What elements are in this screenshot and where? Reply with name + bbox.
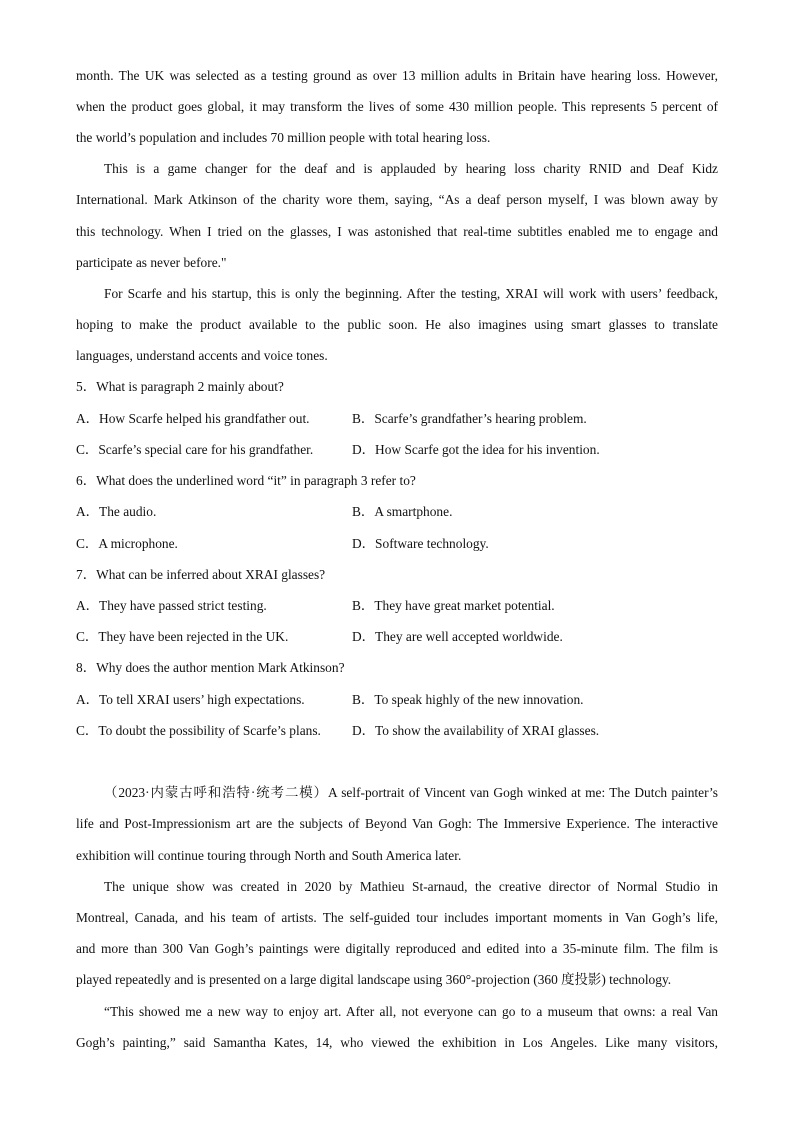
- passage1-para3-line3: languages, understand accents and voice tones.: [76, 348, 328, 363]
- question-6-option-b: B．A smartphone.: [352, 504, 453, 519]
- question-6-option-c: C．A microphone.: [76, 536, 178, 551]
- passage2-para2-line3: and more than 300 Van Gogh’s paintings were digitally reproduced and edited into a 35-minute film. The film is: [76, 941, 718, 956]
- question-8-option-b: B．To speak highly of the new innovation.: [352, 692, 584, 707]
- question-8-stem: 8．Why does the author mention Mark Atkinson?: [76, 660, 345, 675]
- passage2-para1-line1: （2023·内蒙古呼和浩特·统考二模）A self-portrait of Vincent van Gogh winked at me: The Dutch painter’s: [104, 785, 718, 800]
- passage1-para1-line3: the world’s population and includes 70 million people with total hearing loss.: [76, 130, 491, 145]
- passage2-para3-line2: Gogh’s painting,” said Samantha Kates, 14, who viewed the exhibition in Los Angeles. Like many visitors,: [76, 1035, 718, 1050]
- passage1-para1-line2: when the product goes global, it may transform the lives of some 430 million people. This represents 5 percent of: [76, 99, 718, 114]
- passage1-para2-line2: International. Mark Atkinson of the charity wore them, saying, “As a deaf person myself, I was blown away by: [76, 192, 718, 207]
- passage1-para3-line2: hoping to make the product available to the public soon. He also imagines using smart glasses to translate: [76, 317, 718, 332]
- question-7-option-a: A．They have passed strict testing.: [76, 598, 267, 613]
- question-5-option-b: B．Scarfe’s grandfather’s hearing problem.: [352, 411, 587, 426]
- question-7-option-d: D．They are well accepted worldwide.: [352, 629, 563, 644]
- question-6-option-a: A．The audio.: [76, 504, 157, 519]
- question-8-option-d: D．To show the availability of XRAI glasses.: [352, 723, 600, 738]
- question-5-stem: 5．What is paragraph 2 mainly about?: [76, 379, 284, 394]
- passage2-para3-line1: “This showed me a new way to enjoy art. After all, not everyone can go to a museum that owns: a real Van: [104, 1004, 718, 1019]
- passage1-para2-line3: this technology. When I tried on the glasses, I was astonished that real-time subtitles enabled me to engage and: [76, 224, 718, 239]
- question-8-option-a: A．To tell XRAI users’ high expectations.: [76, 692, 305, 707]
- question-7-stem: 7．What can be inferred about XRAI glasses?: [76, 567, 326, 582]
- passage1-para2-line1: This is a game changer for the deaf and is applauded by hearing loss charity RNID and Deaf Kidz: [104, 161, 718, 176]
- question-5-option-c: C．Scarfe’s special care for his grandfather.: [76, 442, 314, 457]
- question-6-option-d: D．Software technology.: [352, 536, 489, 551]
- passage2-para2-line4: played repeatedly and is presented on a large digital landscape using 360°-projection (360 度投影) technology.: [76, 972, 672, 987]
- question-7-option-c: C．They have been rejected in the UK.: [76, 629, 289, 644]
- question-5-option-a: A．How Scarfe helped his grandfather out.: [76, 411, 310, 426]
- question-6-stem: 6．What does the underlined word “it” in paragraph 3 refer to?: [76, 473, 416, 488]
- question-5-option-d: D．How Scarfe got the idea for his invention.: [352, 442, 600, 457]
- passage1-para1-line1: month. The UK was selected as a testing ground as over 13 million adults in Britain have hearing loss. However,: [76, 68, 718, 83]
- passage2-para2-line1: The unique show was created in 2020 by Mathieu St-arnaud, the creative director of Normal Studio in: [104, 879, 718, 894]
- passage2-para2-line2: Montreal, Canada, and his team of artists. The self-guided tour includes important moments in Van Gogh’s life,: [76, 910, 718, 925]
- passage1-para2-line4: participate as never before.": [76, 255, 227, 270]
- question-8-option-c: C．To doubt the possibility of Scarfe’s plans.: [76, 723, 321, 738]
- question-7-option-b: B．They have great market potential.: [352, 598, 555, 613]
- passage2-para1-line3: exhibition will continue touring through North and South America later.: [76, 848, 462, 863]
- passage2-para1-line2: life and Post-Impressionism art are the subjects of Beyond Van Gogh: The Immersive Experience. The interactive: [76, 816, 718, 831]
- passage1-para3-line1: For Scarfe and his startup, this is only the beginning. After the testing, XRAI will work with users’ feedback,: [104, 286, 718, 301]
